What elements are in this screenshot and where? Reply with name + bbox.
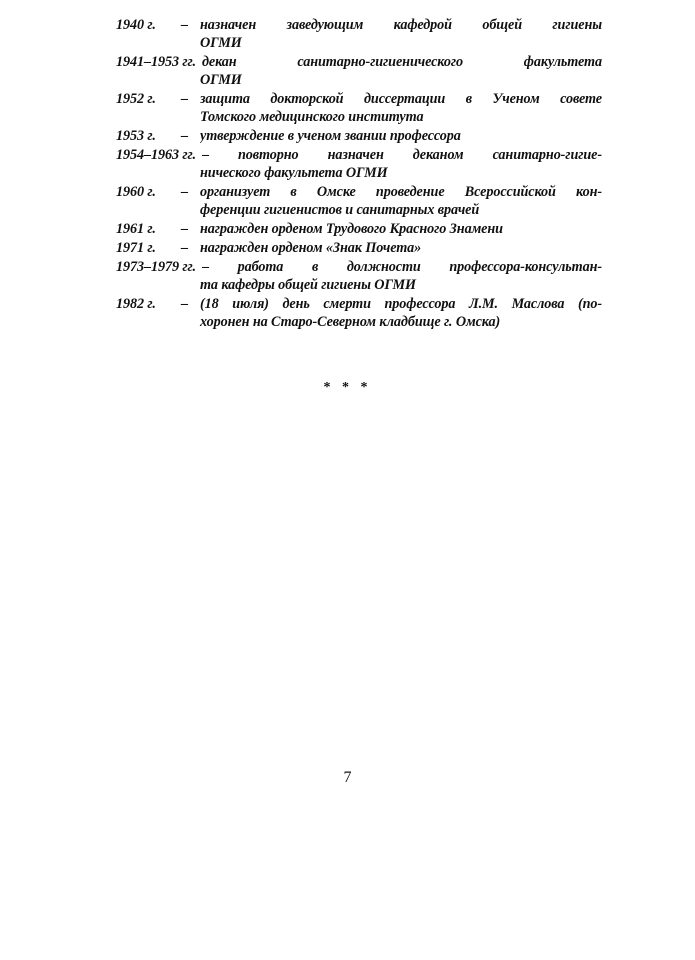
entry-date: 1954–1963 гг. bbox=[116, 147, 196, 163]
entry-date: 1952 г. bbox=[116, 91, 156, 107]
entry-text: награжден орденом Трудового Красного Знамени bbox=[200, 221, 503, 237]
timeline-entry-1961 bbox=[116, 220, 602, 238]
entry-text-continued: хоронен на Старо-Северном кладбище г. Омска) bbox=[200, 314, 501, 330]
entry-dash: – bbox=[181, 17, 188, 33]
entry-date: 1971 г. bbox=[116, 240, 156, 256]
entry-text: награжден орденом «Знак Почета» bbox=[200, 240, 422, 256]
entry-date: 1940 г. bbox=[116, 17, 156, 33]
timeline-entry-1971 bbox=[116, 239, 602, 257]
entry-text-continued: ференции гигиенистов и санитарных врачей bbox=[200, 202, 480, 218]
entry-dash: – bbox=[181, 296, 188, 312]
entry-date: 1953 г. bbox=[116, 128, 156, 144]
biography-timeline bbox=[116, 16, 602, 332]
entry-dash: – bbox=[181, 128, 188, 144]
section-separator: * * * bbox=[323, 380, 372, 395]
entry-date: 1982 г. bbox=[116, 296, 156, 312]
timeline-entry-1973-1979 bbox=[116, 258, 602, 294]
entry-text: декан санитарно-гигиенического факультета bbox=[201, 54, 602, 70]
entry-text-continued: ОГМИ bbox=[200, 35, 242, 51]
entry-dash: – bbox=[181, 221, 188, 237]
entry-dash: – bbox=[181, 184, 188, 200]
timeline-entry-1941-1953 bbox=[116, 53, 602, 89]
entry-text-continued: та кафедры общей гигиены ОГМИ bbox=[200, 277, 416, 293]
entry-text: организует в Омске проведение Всероссийской кон- bbox=[200, 184, 602, 200]
entry-date: 1973–1979 гг. bbox=[116, 259, 196, 275]
entry-text: – повторно назначен деканом санитарно-гигие- bbox=[201, 147, 602, 163]
timeline-entry-1940 bbox=[116, 16, 602, 52]
entry-text: – работа в должности профессора-консультан- bbox=[201, 259, 602, 275]
entry-text: (18 июля) день смерти профессора Л.М. Маслова (по- bbox=[200, 296, 602, 312]
timeline-entry-1960 bbox=[116, 183, 602, 219]
entry-text-continued: нического факультета ОГМИ bbox=[200, 165, 388, 181]
timeline-entry-1954-1963 bbox=[116, 146, 602, 182]
entry-dash: – bbox=[181, 91, 188, 107]
entry-text-continued: ОГМИ bbox=[200, 72, 242, 88]
entry-dash: – bbox=[181, 240, 188, 256]
entry-text: утверждение в ученом звании профессора bbox=[200, 128, 461, 144]
entry-text: защита докторской диссертации в Ученом совете bbox=[200, 91, 602, 107]
timeline-entry-1982 bbox=[116, 295, 602, 331]
entry-text: назначен заведующим кафедрой общей гигиены bbox=[200, 17, 602, 33]
entry-text-continued: Томского медицинского института bbox=[200, 109, 424, 125]
entry-date: 1960 г. bbox=[116, 184, 156, 200]
timeline-entry-1952 bbox=[116, 90, 602, 126]
entry-date: 1941–1953 гг. bbox=[116, 54, 196, 70]
entry-date: 1961 г. bbox=[116, 221, 156, 237]
timeline-entry-1953 bbox=[116, 127, 602, 145]
page-number: 7 bbox=[343, 769, 352, 786]
